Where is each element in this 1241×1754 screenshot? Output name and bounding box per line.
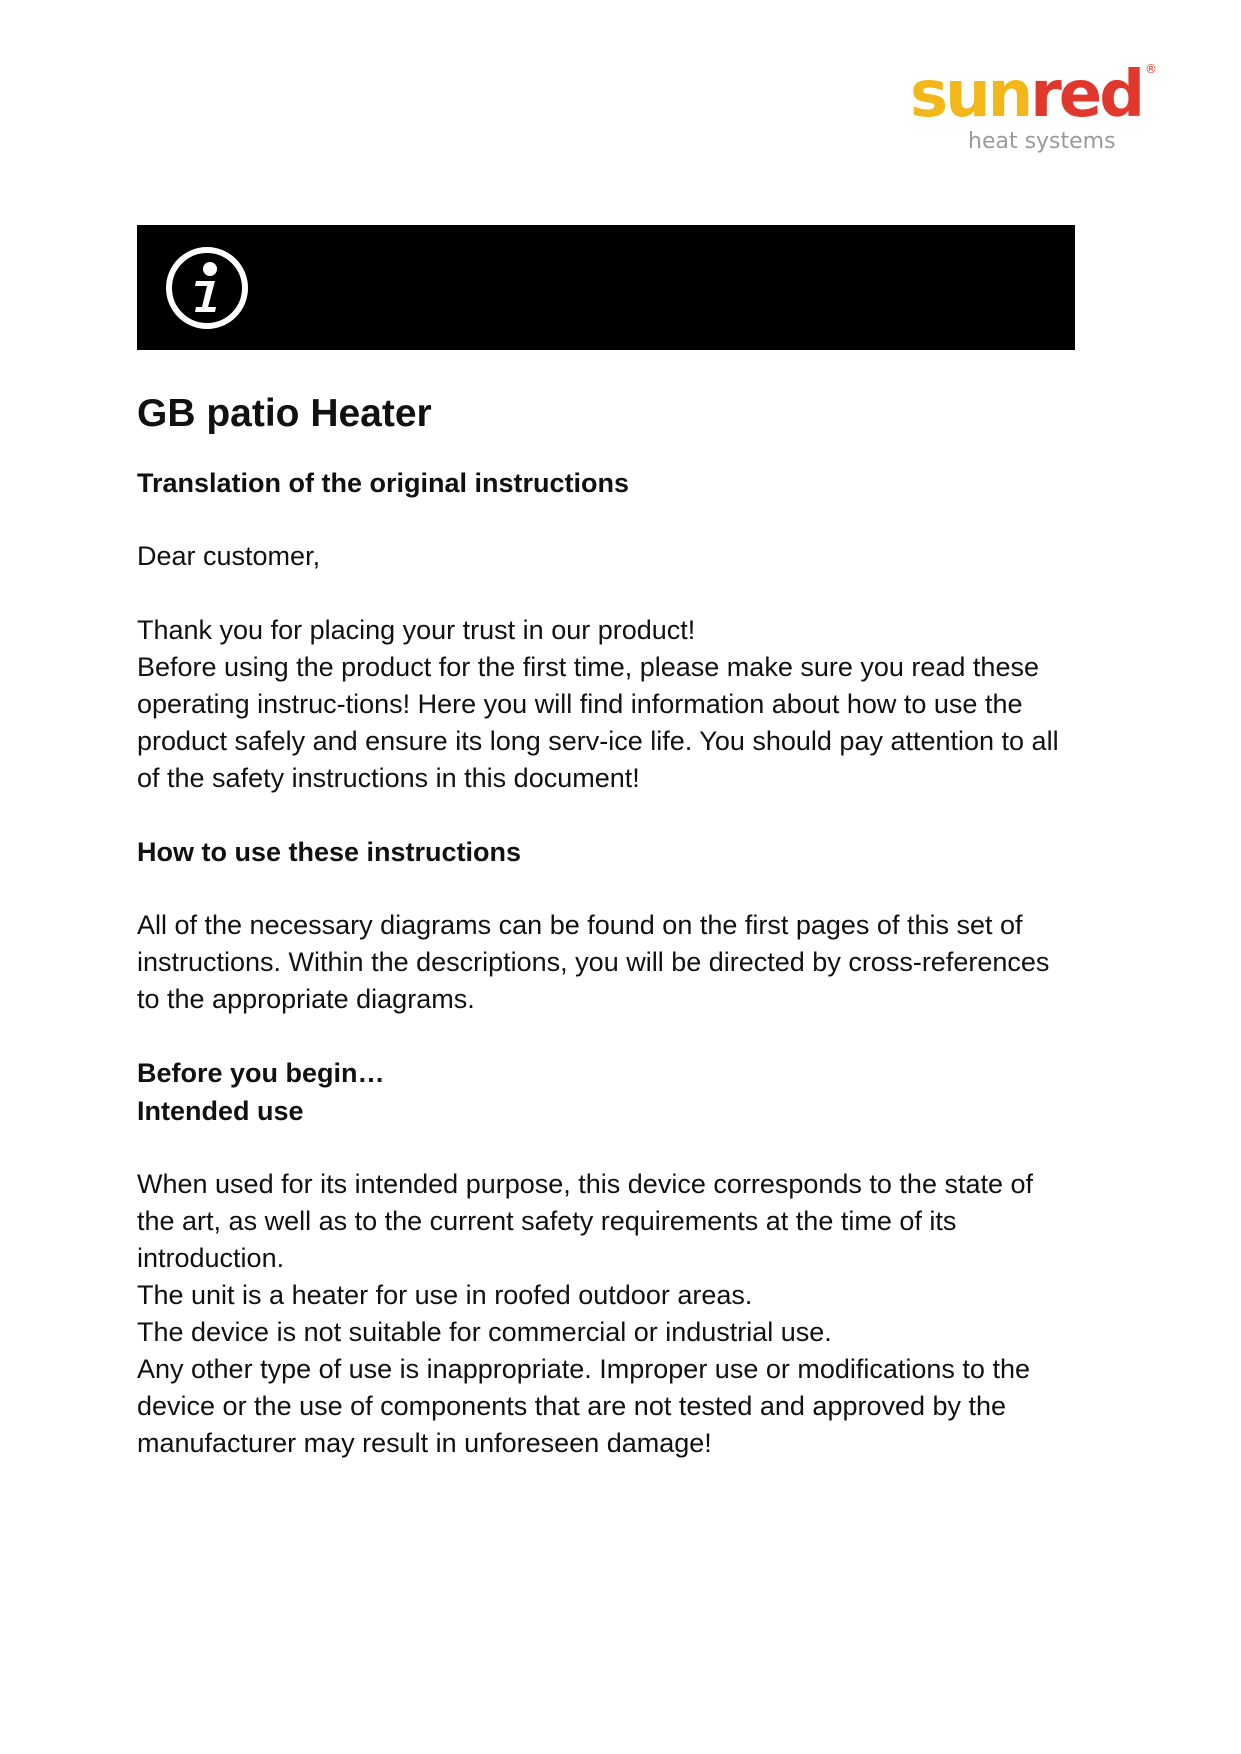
info-icon [164, 245, 250, 331]
intended-line: When used for its intended purpose, this device corresponds to the state of [137, 1169, 1034, 1199]
how-to-heading: How to use these instructions [137, 837, 522, 867]
intended-line: Any other type of use is inappropriate. Improper use or modifications to the [137, 1354, 1030, 1384]
subtitle: Translation of the original instructions [137, 468, 630, 498]
intended-line: The device is not suitable for commercial or industrial use. [137, 1317, 832, 1347]
how-to-line: to the appropriate diagrams. [137, 984, 475, 1014]
page-title: GB patio Heater [137, 392, 432, 435]
how-to-line: instructions. Within the descriptions, you will be directed by cross-references [137, 947, 1050, 977]
intro-line: Thank you for placing your trust in our product! [137, 615, 696, 645]
intended-line: manufacturer may result in unforeseen damage! [137, 1428, 712, 1458]
intro-line: Before using the product for the first time, please make sure you read these [137, 652, 1039, 682]
how-to-paragraph [137, 907, 1117, 1018]
intended-line: the art, as well as to the current safety requirements at the time of its [137, 1206, 957, 1236]
intro-line: of the safety instructions in this document! [137, 763, 640, 793]
intended-line: introduction. [137, 1243, 285, 1273]
logo-tagline: heat systems [968, 129, 1116, 154]
intro-paragraph [137, 612, 1117, 797]
registered-mark: ® [1145, 62, 1157, 76]
how-to-line: All of the necessary diagrams can be found on the first pages of this set of [137, 910, 1023, 940]
intended-use-heading: Intended use [137, 1096, 304, 1126]
brand-logo [910, 58, 1170, 168]
intended-line: device or the use of components that are not tested and approved by the [137, 1391, 1007, 1421]
logo-brand-part2: red [1030, 58, 1142, 132]
greeting: Dear customer, [137, 541, 321, 571]
intended-use-paragraph [137, 1166, 1117, 1462]
logo-brand-part1: sun [910, 58, 1031, 132]
svg-text:sunred [910, 58, 1142, 132]
before-heading: Before you begin… [137, 1058, 385, 1088]
info-banner [137, 225, 1075, 350]
intended-line: The unit is a heater for use in roofed outdoor areas. [137, 1280, 753, 1310]
document-body [137, 390, 1117, 1462]
intro-line: product safely and ensure its long serv-ice life. You should pay attention to all [137, 726, 1059, 756]
intro-line: operating instruc-tions! Here you will find information about how to use the [137, 689, 1023, 719]
